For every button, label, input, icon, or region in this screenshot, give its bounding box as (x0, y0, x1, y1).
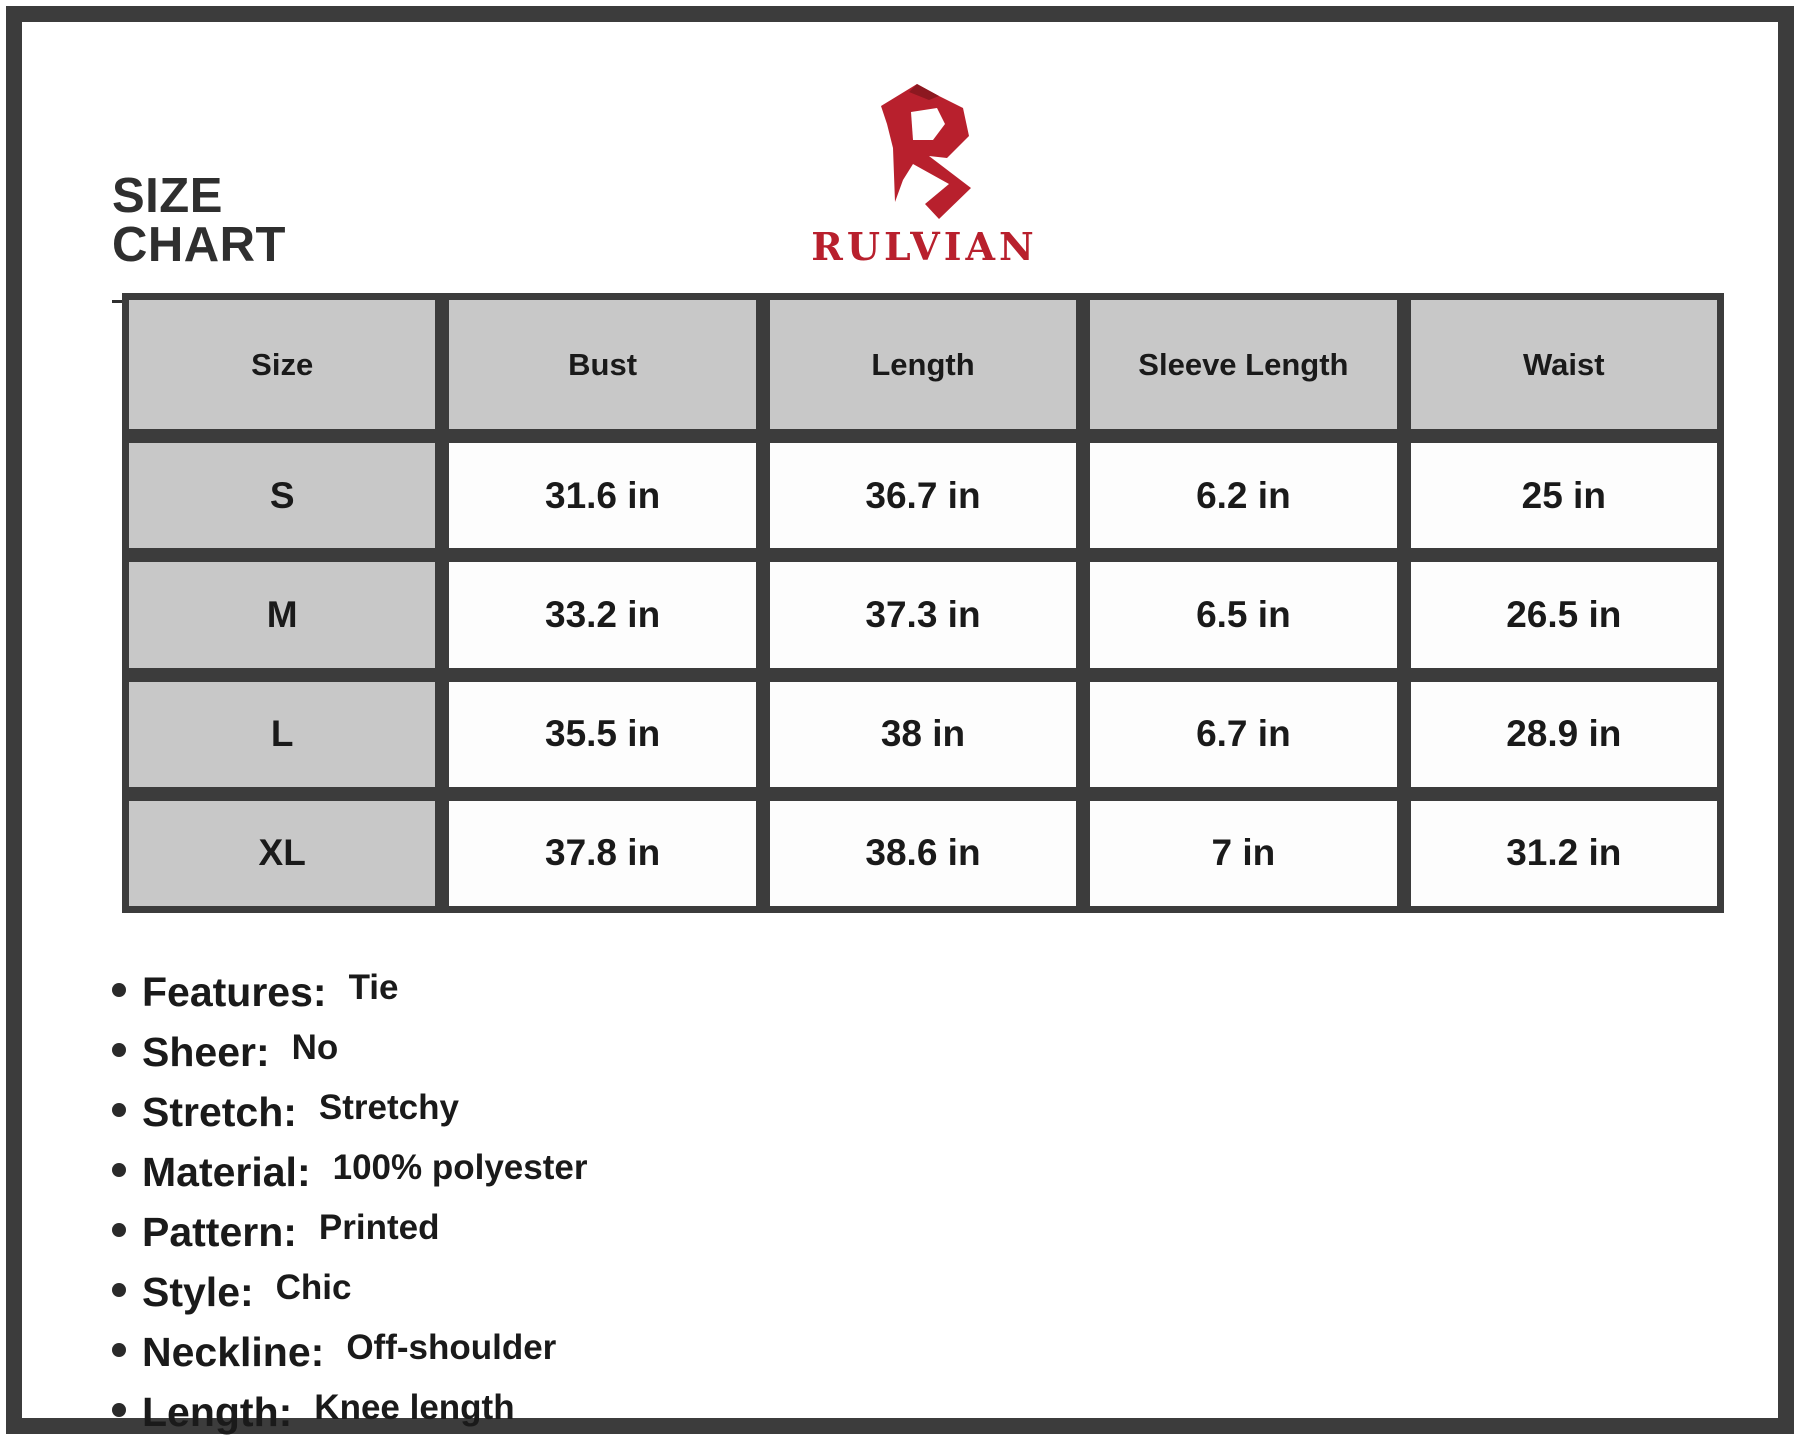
spec-value: No (291, 1028, 339, 1067)
spec-value: Printed (318, 1208, 440, 1247)
page-frame (6, 6, 1794, 1434)
spec-label: Sheer: (142, 1028, 270, 1075)
bullet-icon (112, 1103, 126, 1117)
size-label-cell: S (129, 443, 435, 548)
measurement-cell: 25 in (1411, 443, 1717, 548)
spec-label: Length: (142, 1388, 293, 1435)
measurement-cell: 7 in (1090, 801, 1396, 906)
spec-label: Stretch: (142, 1088, 297, 1135)
size-table (122, 293, 1724, 913)
brand-r-monogram-icon (867, 84, 987, 219)
spec-value: Stretchy (318, 1088, 459, 1127)
title-block (112, 169, 402, 303)
spec-item (112, 1082, 1012, 1142)
spec-value: Tie (348, 968, 399, 1007)
spec-item (112, 1142, 1012, 1202)
measurement-cell: 28.9 in (1411, 682, 1717, 787)
spec-label: Style: (142, 1268, 254, 1315)
bullet-icon (112, 1343, 126, 1357)
table-header-cell: Sleeve Length (1090, 300, 1396, 429)
spec-label: Features: (142, 968, 327, 1015)
bullet-icon (112, 1403, 126, 1417)
table-header-cell: Size (129, 300, 435, 429)
brand-logo (802, 84, 1047, 274)
measurement-cell: 31.6 in (449, 443, 755, 548)
measurement-cell: 37.8 in (449, 801, 755, 906)
table-header-cell: Length (770, 300, 1076, 429)
spec-label: Material: (142, 1148, 311, 1195)
measurement-cell: 26.5 in (1411, 562, 1717, 667)
spec-item (112, 962, 1012, 1022)
measurement-cell: 6.7 in (1090, 682, 1396, 787)
spec-list (112, 962, 1012, 1440)
size-label-cell: XL (129, 801, 435, 906)
spec-label: Pattern: (142, 1208, 297, 1255)
bullet-icon (112, 1043, 126, 1057)
spec-value: 100% polyester (332, 1148, 588, 1187)
table-header-cell: Waist (1411, 300, 1717, 429)
spec-value: Knee length (314, 1388, 515, 1427)
size-label-cell: L (129, 682, 435, 787)
measurement-cell: 6.2 in (1090, 443, 1396, 548)
measurement-cell: 31.2 in (1411, 801, 1717, 906)
bullet-icon (112, 1283, 126, 1297)
measurement-cell: 38 in (770, 682, 1076, 787)
bullet-icon (112, 1223, 126, 1237)
spec-item (112, 1322, 1012, 1382)
measurement-cell: 35.5 in (449, 682, 755, 787)
page-title: SIZE CHART (112, 169, 286, 272)
measurement-cell: 37.3 in (770, 562, 1076, 667)
spec-item (112, 1202, 1012, 1262)
table-header-cell: Bust (449, 300, 755, 429)
bullet-icon (112, 1163, 126, 1177)
spec-value: Chic (275, 1268, 352, 1307)
spec-value: Off-shoulder (346, 1328, 557, 1367)
bullet-icon (112, 983, 126, 997)
brand-name: RULVIAN (811, 224, 1038, 269)
spec-item (112, 1022, 1012, 1082)
measurement-cell: 38.6 in (770, 801, 1076, 906)
spec-item (112, 1262, 1012, 1322)
measurement-cell: 36.7 in (770, 443, 1076, 548)
size-label-cell: M (129, 562, 435, 667)
measurement-cell: 6.5 in (1090, 562, 1396, 667)
spec-label: Neckline: (142, 1328, 325, 1375)
spec-item (112, 1382, 1012, 1440)
measurement-cell: 33.2 in (449, 562, 755, 667)
